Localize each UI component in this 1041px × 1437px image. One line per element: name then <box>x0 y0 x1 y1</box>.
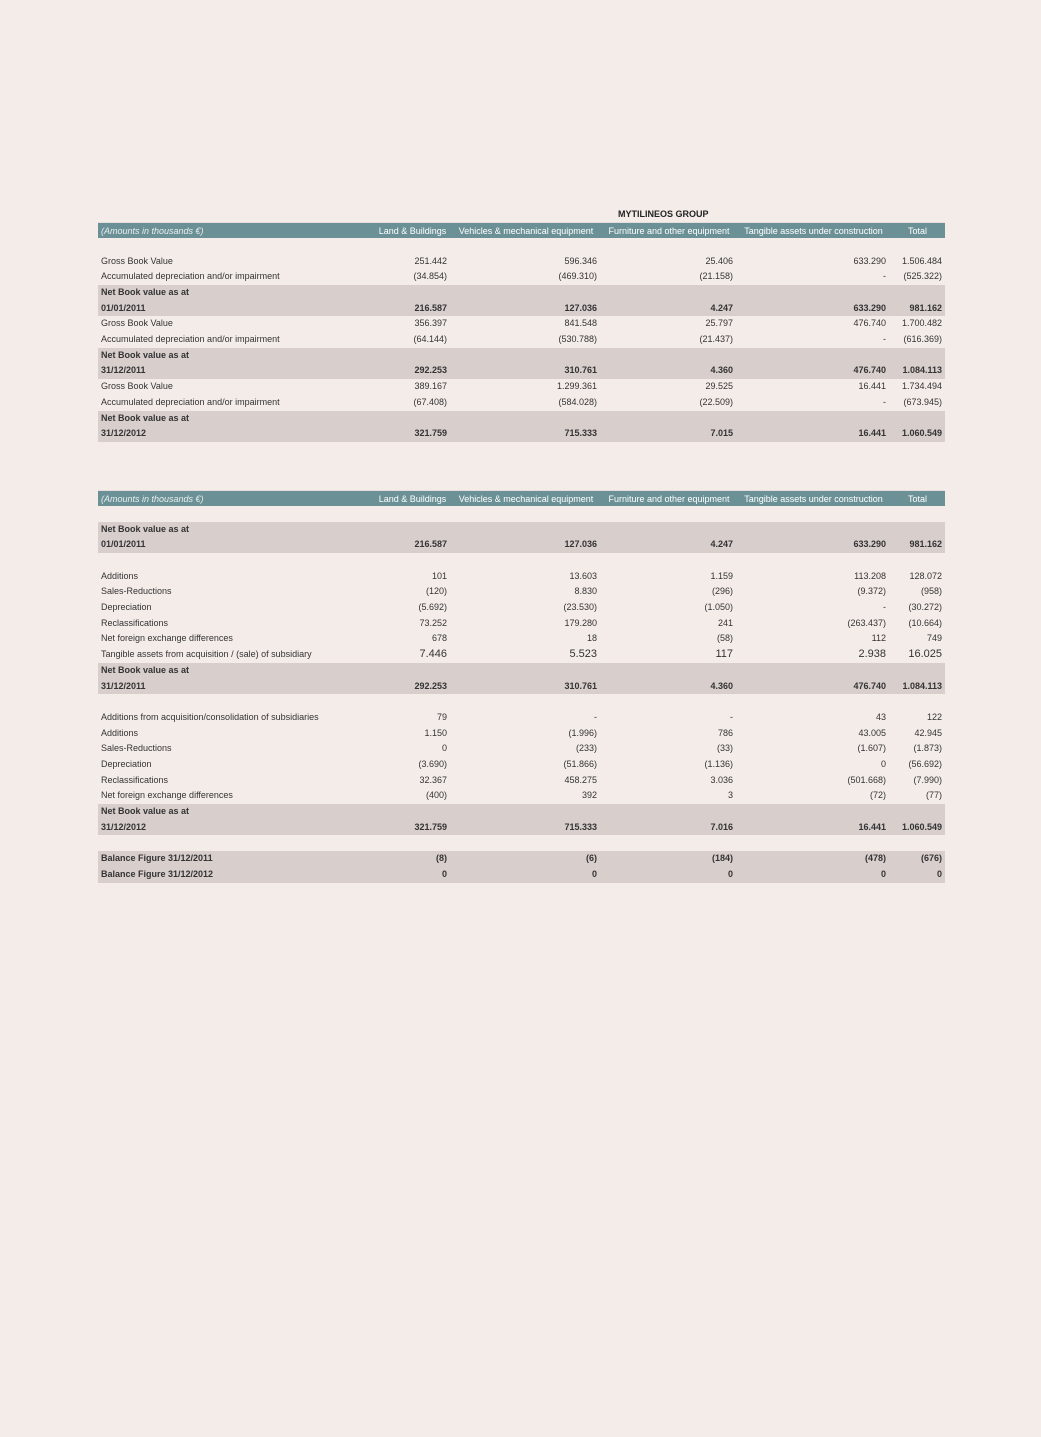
cell-value: (5.692) <box>418 602 447 613</box>
table-row <box>98 616 945 632</box>
cell-value: 216.587 <box>414 302 447 313</box>
cell-value: (616.369) <box>903 334 942 345</box>
table-row <box>98 600 945 616</box>
cell-value: (33) <box>716 743 733 754</box>
row-label: Net Book value as at <box>101 664 190 675</box>
cell-value: 1.150 <box>424 727 447 738</box>
cell-value: 476.740 <box>853 318 886 329</box>
row-label: 31/12/2011 <box>101 365 146 376</box>
cell-value: (67.408) <box>413 396 447 407</box>
cell-value: (21.437) <box>699 334 733 345</box>
cell-value: (469.310) <box>558 271 597 282</box>
cell-value: 310.761 <box>564 365 597 376</box>
table-row <box>98 269 945 285</box>
table-row <box>98 537 945 553</box>
cell-value: (56.692) <box>908 758 942 769</box>
cell-value: 2.938 <box>858 648 886 661</box>
table-row <box>98 757 945 773</box>
row-label: Reclassifications <box>101 617 169 628</box>
cell-value: 1.060.549 <box>901 428 942 439</box>
cell-value: 321.759 <box>414 428 447 439</box>
table-row <box>98 254 945 270</box>
row-label: Net Book value as at <box>101 523 190 534</box>
cell-value: 1.734.494 <box>901 381 942 392</box>
cell-value: 321.759 <box>414 821 447 832</box>
cell-value: (9.372) <box>857 586 886 597</box>
cell-value: 1.700.482 <box>901 318 942 329</box>
cell-value: 16.441 <box>858 821 886 832</box>
row-label: 31/12/2011 <box>101 680 146 691</box>
table-row <box>98 710 945 726</box>
cell-value: 43 <box>875 711 886 722</box>
cell-value: 633.290 <box>853 255 886 266</box>
cell-value: 981.162 <box>909 539 942 550</box>
col-header-construction: Tangible assets under construction <box>744 225 883 236</box>
table-row <box>98 364 945 380</box>
cell-value: 3 <box>727 790 733 801</box>
cell-value: (22.509) <box>699 396 733 407</box>
row-label: 31/12/2012 <box>101 428 147 439</box>
table-row <box>98 426 945 442</box>
col-header-land: Land & Buildings <box>378 493 447 504</box>
cell-value: (64.144) <box>413 334 447 345</box>
cell-value: 0 <box>936 868 942 879</box>
row-label: Accumulated depreciation and/or impairment <box>101 271 280 282</box>
row-label: Net foreign exchange differences <box>101 633 233 644</box>
table-row <box>98 851 945 867</box>
cell-value: 1.060.549 <box>901 821 942 832</box>
row-label: Sales-Reductions <box>101 743 172 754</box>
cell-value: - <box>883 396 886 407</box>
cell-value: 786 <box>717 727 733 738</box>
row-label: Tangible assets from acquisition / (sale) of subsidiary <box>101 649 312 660</box>
table-row <box>98 316 945 332</box>
cell-value: 841.548 <box>564 318 597 329</box>
cell-value: 1.084.113 <box>902 365 942 376</box>
cell-value: 128.072 <box>909 570 942 581</box>
table-row <box>98 679 945 695</box>
row-label: Accumulated depreciation and/or impairment <box>101 396 280 407</box>
cell-value: 4.360 <box>710 365 733 376</box>
cell-value: 0 <box>880 868 886 879</box>
cell-value: 7.446 <box>419 648 447 661</box>
col-header-total: Total <box>907 493 927 504</box>
cell-value: (6) <box>586 853 597 864</box>
cell-value: (676) <box>920 853 942 864</box>
cell-value: 476.740 <box>853 365 886 376</box>
cell-value: 392 <box>581 790 597 801</box>
cell-value: 42.945 <box>914 727 942 738</box>
table-row <box>98 569 945 585</box>
cell-value: 389.167 <box>414 381 447 392</box>
cell-value: (233) <box>575 743 597 754</box>
cell-value: 4.360 <box>710 680 733 691</box>
cell-value: (77) <box>925 790 942 801</box>
table-header <box>98 222 945 238</box>
col-header-vehicles: Vehicles & mechanical equipment <box>458 225 594 236</box>
cell-value: (1.996) <box>568 727 597 738</box>
table-row <box>98 348 945 364</box>
col-header-construction: Tangible assets under construction <box>744 493 883 504</box>
cell-value: 356.397 <box>414 318 447 329</box>
cell-value: 7.015 <box>710 428 733 439</box>
cell-value: 117 <box>715 648 733 661</box>
cell-value: (7.990) <box>913 774 942 785</box>
cell-value: (34.854) <box>413 271 447 282</box>
row-label: 01/01/2011 <box>101 302 146 313</box>
spacer-row <box>98 835 945 851</box>
table-row <box>98 726 945 742</box>
cell-value: 29.525 <box>705 381 733 392</box>
cell-value: 127.036 <box>564 302 597 313</box>
cell-value: 13.603 <box>569 570 597 581</box>
cell-value: 715.333 <box>564 821 597 832</box>
cell-value: 7.016 <box>710 821 733 832</box>
table-row <box>98 741 945 757</box>
cell-value: 1.084.113 <box>902 680 942 691</box>
cell-value: 112 <box>871 633 886 644</box>
row-label: Net Book value as at <box>101 412 190 423</box>
row-label: Gross Book Value <box>101 255 173 266</box>
cell-value: (1.136) <box>704 758 733 769</box>
cell-value: 715.333 <box>564 428 597 439</box>
cell-value: (1.050) <box>704 602 733 613</box>
cell-value: (263.437) <box>847 617 886 628</box>
col-header-furniture: Furniture and other equipment <box>608 225 730 236</box>
cell-value: (673.945) <box>903 396 942 407</box>
cell-value: 3.036 <box>710 774 733 785</box>
cell-value: (530.788) <box>558 334 597 345</box>
cell-value: 25.406 <box>705 255 733 266</box>
cell-value: (58) <box>716 633 733 644</box>
cell-value: 596.346 <box>564 255 597 266</box>
amounts-note: (Amounts in thousands €) <box>101 225 204 236</box>
cell-value: 1.506.484 <box>901 255 942 266</box>
table-row <box>98 584 945 600</box>
cell-value: 476.740 <box>853 680 886 691</box>
row-label: 01/01/2011 <box>101 539 146 550</box>
row-label: Gross Book Value <box>101 381 173 392</box>
cell-value: 1.159 <box>710 570 733 581</box>
table-body <box>98 506 945 883</box>
cell-value: 179.280 <box>564 617 597 628</box>
table-row <box>98 332 945 348</box>
group-title: MYTILINEOS GROUP <box>618 209 709 219</box>
table-row <box>98 285 945 301</box>
cell-value: 292.253 <box>414 365 447 376</box>
table-row <box>98 395 945 411</box>
amounts-note: (Amounts in thousands €) <box>101 493 204 504</box>
spacer-row <box>98 694 945 710</box>
cell-value: - <box>883 602 886 613</box>
cell-value: 749 <box>926 633 942 644</box>
table-row <box>98 301 945 317</box>
cell-value: 101 <box>431 570 447 581</box>
table-row <box>98 773 945 789</box>
cell-value: 458.275 <box>564 774 597 785</box>
cell-value: (21.158) <box>699 271 733 282</box>
row-label: Additions <box>101 570 139 581</box>
cell-value: 4.247 <box>710 539 733 550</box>
table-row <box>98 411 945 427</box>
table-row <box>98 804 945 820</box>
cell-value: 0 <box>727 868 733 879</box>
cell-value: - <box>730 711 733 722</box>
row-label: Gross Book Value <box>101 318 173 329</box>
cell-value: (8) <box>436 853 447 864</box>
row-label: Net foreign exchange differences <box>101 790 233 801</box>
cell-value: 292.253 <box>414 680 447 691</box>
cell-value: 43.005 <box>858 727 886 738</box>
table-header <box>98 490 945 506</box>
row-label: Net Book value as at <box>101 287 190 298</box>
cell-value: 216.587 <box>414 539 447 550</box>
table-body <box>98 238 945 442</box>
spacer-row <box>98 506 945 522</box>
cell-value: (30.272) <box>908 602 942 613</box>
col-header-furniture: Furniture and other equipment <box>608 493 730 504</box>
table-row <box>98 647 945 663</box>
cell-value: 0 <box>591 868 597 879</box>
cell-value: 32.367 <box>419 774 447 785</box>
cell-value: - <box>883 334 886 345</box>
cell-value: 16.441 <box>858 428 886 439</box>
cell-value: 4.247 <box>710 302 733 313</box>
cell-value: (478) <box>864 853 886 864</box>
cell-value: (10.664) <box>908 617 942 628</box>
col-header-land: Land & Buildings <box>378 225 447 236</box>
cell-value: (120) <box>425 586 447 597</box>
col-header-vehicles: Vehicles & mechanical equipment <box>458 493 594 504</box>
row-label: Depreciation <box>101 758 152 769</box>
cell-value: 678 <box>431 633 447 644</box>
row-label: Balance Figure 31/12/2012 <box>101 868 214 879</box>
table-row <box>98 867 945 883</box>
table-row <box>98 788 945 804</box>
cell-value: 0 <box>880 758 886 769</box>
cell-value: 633.290 <box>853 539 886 550</box>
cell-value: 79 <box>436 711 447 722</box>
cell-value: (184) <box>711 853 733 864</box>
cell-value: (525.322) <box>903 271 942 282</box>
cell-value: - <box>883 271 886 282</box>
ppe-table-movements <box>98 490 945 883</box>
cell-value: 8.830 <box>574 586 597 597</box>
row-label: Sales-Reductions <box>101 586 172 597</box>
cell-value: (501.668) <box>847 774 886 785</box>
cell-value: 633.290 <box>853 302 886 313</box>
table-row <box>98 820 945 836</box>
spacer-row <box>98 553 945 569</box>
cell-value: 127.036 <box>564 539 597 550</box>
ppe-table-gross-values <box>98 206 945 442</box>
cell-value: (400) <box>425 790 447 801</box>
cell-value: 113.208 <box>854 570 886 581</box>
row-label: Reclassifications <box>101 774 169 785</box>
cell-value: 18 <box>586 633 597 644</box>
table-row <box>98 522 945 538</box>
cell-value: 5.523 <box>569 648 597 661</box>
row-label: 31/12/2012 <box>101 821 147 832</box>
table-row <box>98 379 945 395</box>
cell-value: (3.690) <box>418 758 447 769</box>
cell-value: 16.441 <box>858 381 886 392</box>
cell-value: (1.607) <box>857 743 886 754</box>
cell-value: 25.797 <box>705 318 733 329</box>
cell-value: 1.299.361 <box>556 381 597 392</box>
cell-value: (51.866) <box>563 758 597 769</box>
cell-value: (1.873) <box>913 743 942 754</box>
spacer-row <box>98 238 945 254</box>
cell-value: 73.252 <box>419 617 447 628</box>
cell-value: (958) <box>920 586 942 597</box>
cell-value: (584.028) <box>558 396 597 407</box>
col-header-total: Total <box>907 225 927 236</box>
cell-value: 122 <box>926 711 942 722</box>
cell-value: (23.530) <box>563 602 597 613</box>
cell-value: 251.442 <box>414 255 447 266</box>
cell-value: 981.162 <box>909 302 942 313</box>
cell-value: 241 <box>717 617 733 628</box>
row-label: Additions <box>101 727 139 738</box>
row-label: Additions from acquisition/consolidation of subsidiaries <box>101 711 319 722</box>
row-label: Balance Figure 31/12/2011 <box>101 853 213 864</box>
cell-value: (296) <box>711 586 733 597</box>
table-row <box>98 663 945 679</box>
cell-value: - <box>594 711 597 722</box>
table-row <box>98 632 945 648</box>
cell-value: 0 <box>441 868 447 879</box>
cell-value: 0 <box>441 743 447 754</box>
cell-value: 16.025 <box>908 648 942 661</box>
row-label: Net Book value as at <box>101 806 190 817</box>
cell-value: (72) <box>869 790 886 801</box>
row-label: Accumulated depreciation and/or impairment <box>101 334 280 345</box>
row-label: Depreciation <box>101 602 152 613</box>
cell-value: 310.761 <box>564 680 597 691</box>
row-label: Net Book value as at <box>101 349 190 360</box>
